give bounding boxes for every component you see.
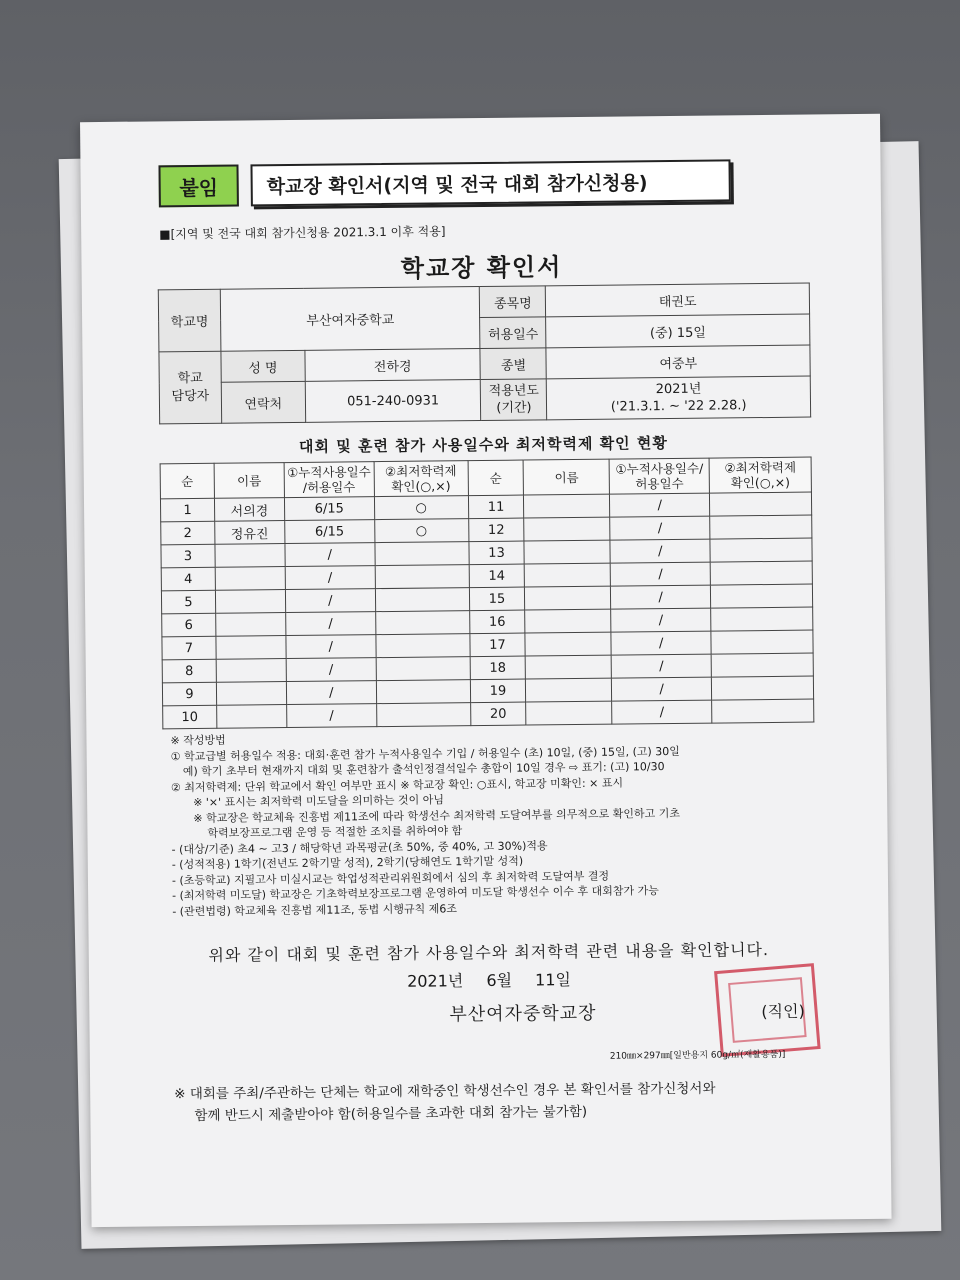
row-check-right	[712, 699, 814, 723]
document-title: 학교장 확인서	[400, 253, 563, 283]
row-days-right: /	[611, 654, 711, 678]
row-check-right	[710, 561, 812, 585]
note-line: ※ 학교장은 학교체육 진흥법 제11조에 따라 학생선수 최저학력 도달여부를 의무적으로 확인하고 기초	[193, 806, 681, 825]
row-no-right: 19	[470, 679, 526, 703]
contact-value: 051-240-0931	[305, 380, 481, 423]
header-min	[374, 461, 468, 497]
row-no: 8	[162, 659, 216, 683]
name-label: 성 명	[221, 350, 305, 382]
row-no-right: 15	[469, 587, 525, 611]
issue-date: 2021년 6월 11일	[407, 970, 572, 991]
row-name	[216, 659, 286, 683]
contact-label: 연락처	[221, 381, 305, 423]
header-min-line-2: 확인(○,×)	[391, 478, 451, 494]
row-check	[376, 634, 470, 658]
allowed-days-label: 허용일수	[480, 317, 546, 349]
row-check	[375, 542, 469, 566]
header-name: 이름	[214, 463, 284, 499]
row-name-right	[525, 563, 611, 587]
header-name-right: 이름	[524, 459, 610, 495]
row-name	[217, 705, 287, 729]
row-name	[216, 613, 286, 637]
row-no-right: 18	[470, 656, 526, 680]
row-check	[376, 680, 470, 704]
row-name: 서의경	[214, 498, 284, 522]
year-label-line-2: (기간)	[496, 400, 532, 416]
status-title: 대회 및 훈련 참가 사용일수와 최저학력제 확인 현황	[298, 434, 668, 456]
header-min-line-1: ②최저학력제	[384, 463, 457, 480]
row-no-right: 13	[468, 541, 524, 565]
row-name	[216, 682, 286, 706]
row-check-right	[711, 607, 813, 631]
paper-size-note: 210㎜×297㎜[일반용지 60g/㎡(재활용품)]	[609, 1049, 786, 1062]
principal-name: 부산여자중학교장	[449, 1002, 597, 1026]
header-days-line-1: ①누적사용일수	[287, 464, 371, 481]
year-label-line-1: 적용년도	[488, 383, 539, 399]
school-name-value: 부산여자중학교	[220, 287, 480, 352]
row-name-right	[525, 586, 611, 610]
roster-table	[160, 457, 815, 730]
row-name	[215, 590, 285, 614]
row-no: 2	[161, 521, 215, 545]
header-days-line-2: /허용일수	[302, 479, 356, 495]
footer-line-2: 함께 반드시 제출받아야 함(허용일수를 초과한 대회 참가는 불가함)	[194, 1103, 588, 1125]
header-no: 순	[160, 463, 214, 499]
row-check-right	[711, 653, 813, 677]
row-no: 6	[162, 613, 216, 637]
row-name-right	[525, 632, 611, 656]
row-check-right	[711, 630, 813, 654]
staff-name-value: 전하경	[305, 349, 481, 382]
row-days-right: /	[610, 539, 710, 563]
row-name	[215, 544, 285, 568]
allowed-days-value: (중) 15일	[546, 314, 810, 348]
row-check-right	[710, 584, 812, 608]
note-heading: ※ 작성방법	[170, 733, 226, 748]
row-check-right	[710, 515, 812, 539]
row-check: ○	[374, 496, 468, 520]
row-days-right: /	[612, 700, 712, 724]
row-days: /	[286, 681, 376, 705]
seal-label: (직인)	[761, 1001, 805, 1022]
row-days-right: /	[611, 585, 711, 609]
row-days-right: /	[610, 562, 710, 586]
row-days: /	[286, 658, 376, 682]
year-label	[481, 379, 547, 421]
note-line: ※ '×' 표시는 최저학력 미도달을 의미하는 것이 아님	[193, 793, 445, 810]
row-no: 1	[160, 498, 214, 522]
school-name-label: 학교명	[158, 289, 221, 352]
year-value	[547, 376, 811, 420]
row-no-right: 12	[468, 518, 524, 542]
note-line: - (최저학력 미도달) 학교장은 기초학력보장프로그램 운영하여 미도달 학생선수 이수 후 대회참가 가능	[172, 884, 659, 903]
note-line: 예) 학기 초부터 현재까지 대회 및 훈련참가 출석인정결석일수 총합이 10일 경우 ⇨ 표기: (고) 10/30	[182, 760, 665, 779]
header-days-right-line-1: ①누적사용일수/	[615, 460, 704, 477]
note-line: ① 학교급별 허용일수 적용: 대회·훈련 참가 누적사용일수 기입 / 허용일수 (초) 10일, (중) 15일, (고) 30일	[170, 744, 680, 763]
row-days-right: /	[611, 631, 711, 655]
staff-label-line-2: 담당자	[171, 388, 210, 404]
row-no: 5	[161, 590, 215, 614]
row-check-right	[711, 676, 813, 700]
row-no: 9	[162, 682, 216, 706]
row-no: 4	[161, 567, 215, 591]
row-check: ○	[374, 519, 468, 543]
school-info-table	[158, 283, 811, 425]
note-line: 학력보장프로그램 운영 등 적절한 조치를 취하여야 함	[207, 824, 463, 840]
row-check	[375, 611, 469, 635]
form-title-box: 학교장 확인서(지역 및 전국 대회 참가신청용)	[250, 159, 730, 206]
row-days-right: /	[612, 677, 712, 701]
row-days: /	[286, 635, 376, 659]
row-days: 6/15	[285, 520, 375, 544]
row-no-right: 17	[469, 633, 525, 657]
row-name-right	[524, 540, 610, 564]
row-no: 3	[161, 544, 215, 568]
note-line: - (대상/기준) 초4 ~ 고3 / 해당학년 과목평균(초 50%, 중 40%, 고 30%)적용	[171, 838, 548, 856]
row-name	[215, 567, 285, 591]
category-value: 여중부	[546, 345, 810, 379]
header-days-right	[609, 458, 709, 494]
row-name	[216, 636, 286, 660]
year-text: 2021년	[655, 381, 702, 398]
note-line: - (관련법령) 학교체육 진흥법 제11조, 동법 시행규칙 제6조	[172, 901, 458, 918]
confirmation-statement: 위와 같이 대회 및 훈련 참가 사용일수와 최저학력 관련 내용을 확인합니다.	[208, 940, 770, 965]
category-label: 종별	[480, 348, 546, 380]
row-days: /	[286, 704, 376, 728]
row-check-right	[710, 538, 812, 562]
row-name-right	[526, 701, 612, 725]
note-line: - (초등학교) 지필고사 미실시교는 학업성적관리위원회에서 심의 후 최저학력 도달여부 결정	[171, 869, 610, 887]
row-name-right	[524, 517, 610, 541]
period-text: ('21.3.1. ~ '22 2.28.)	[610, 398, 747, 415]
staff-label	[159, 351, 222, 424]
header-no-right: 순	[468, 460, 524, 496]
row-name-right	[526, 655, 612, 679]
apply-note: ■[지역 및 전국 대회 참가신청용 2021.3.1 이후 적용]	[159, 224, 446, 242]
header-min-right	[709, 457, 811, 493]
writing-instructions	[170, 726, 822, 919]
note-line: - (성적적용) 1학기(전년도 2학기말 성적), 2학기(당해연도 1학기말 성적)	[171, 854, 524, 872]
row-days: /	[285, 543, 375, 567]
row-days: /	[285, 612, 375, 636]
header-days	[284, 462, 374, 498]
header-min-right-line-2: 확인(○,×)	[730, 474, 791, 491]
row-no-right: 11	[468, 495, 524, 519]
attachment-badge: 붙임	[158, 165, 238, 208]
footer-line-1: ※ 대회를 주최/주관하는 단체는 학교에 재학중인 학생선수인 경우 본 확인서를 참가신청서와	[174, 1080, 716, 1103]
note-line: ② 최저학력제: 단위 학교에서 확인 여부만 표시 ※ 학교장 확인: ○표시, 학교장 미확인: × 표시	[170, 776, 624, 794]
row-days-right: /	[611, 608, 711, 632]
row-days: /	[285, 589, 375, 613]
row-name-right	[524, 494, 610, 518]
row-no: 7	[162, 636, 216, 660]
row-name-right	[526, 678, 612, 702]
row-check	[375, 565, 469, 589]
form-header	[158, 159, 730, 207]
row-check	[376, 703, 470, 727]
header-days-right-line-2: 허용일수	[635, 475, 684, 492]
row-check	[375, 588, 469, 612]
row-days: 6/15	[284, 497, 374, 521]
staff-label-line-1: 학교	[177, 370, 203, 386]
row-days: /	[285, 566, 375, 590]
row-days-right: /	[610, 516, 710, 540]
row-no-right: 14	[469, 564, 525, 588]
row-check-right	[710, 492, 812, 516]
document-sheet	[80, 114, 892, 1227]
row-name-right	[525, 609, 611, 633]
event-label: 종목명	[480, 286, 546, 318]
row-no: 10	[163, 705, 217, 729]
row-days-right: /	[610, 493, 710, 517]
row-check	[376, 657, 470, 681]
row-name: 정유진	[215, 521, 285, 545]
row-no-right: 16	[469, 610, 525, 634]
header-min-right-line-1: ②최저학력제	[724, 459, 797, 476]
footer-note	[174, 1076, 834, 1127]
row-no-right: 20	[470, 702, 526, 726]
event-value: 태권도	[546, 283, 810, 317]
